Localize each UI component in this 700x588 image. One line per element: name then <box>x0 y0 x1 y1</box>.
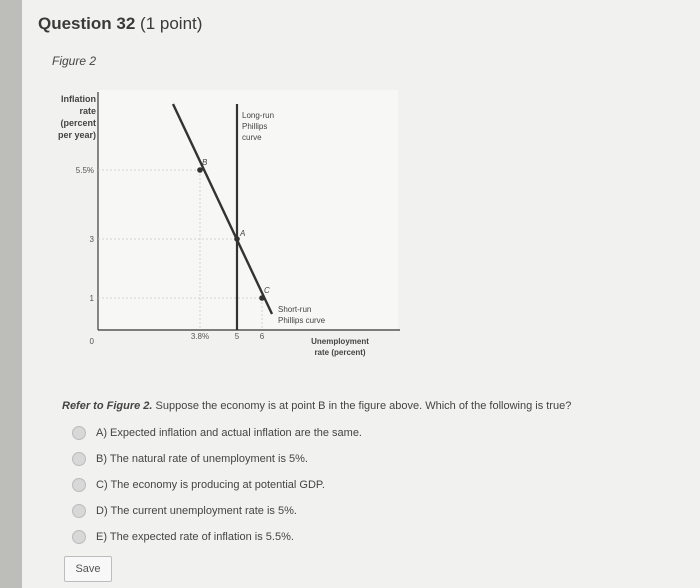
point-b-label: B <box>202 158 208 167</box>
xtick-6: 6 <box>259 332 265 341</box>
ylabel-line-3: (percent <box>60 118 96 128</box>
answer-options <box>72 420 362 550</box>
xlabel-line-2: rate (percent) <box>314 348 366 357</box>
ytick-5-5: 5.5% <box>75 166 94 175</box>
sr-label-line-2: Phillips curve <box>278 316 326 325</box>
option-a-label: A) Expected inflation and actual inflation are the same. <box>96 427 362 439</box>
prompt-lead: Refer to Figure 2. <box>62 400 153 412</box>
lr-label-line-1: Long-run <box>242 111 275 120</box>
point-c-label: C <box>264 286 270 295</box>
radio-button-d[interactable] <box>72 504 86 518</box>
option-b-label: B) The natural rate of unemployment is 5%. <box>96 453 308 465</box>
option-a[interactable] <box>72 420 362 446</box>
question-title <box>38 14 202 34</box>
figure-2 <box>40 82 420 387</box>
left-sidebar <box>0 0 22 588</box>
radio-button-a[interactable] <box>72 426 86 440</box>
save-button[interactable]: Save <box>64 556 112 582</box>
option-b[interactable] <box>72 446 362 472</box>
question-prompt <box>62 400 571 412</box>
lr-label-line-2: Phillips <box>242 122 268 131</box>
option-d[interactable] <box>72 498 362 524</box>
point-b <box>197 167 203 173</box>
option-c[interactable] <box>72 472 362 498</box>
xtick-3-8: 3.8% <box>190 332 210 341</box>
ylabel-line-4: per year) <box>57 130 96 140</box>
phillips-curve-diagram <box>40 82 420 382</box>
lr-label-line-3: curve <box>242 133 262 142</box>
ytick-3: 3 <box>89 235 94 244</box>
option-e-label: E) The expected rate of inflation is 5.5%. <box>96 531 294 543</box>
sr-label-line-1: Short-run <box>278 305 312 314</box>
xlabel-line-1: Unemployment <box>311 337 369 346</box>
ylabel-line-2: rate <box>79 106 96 116</box>
prompt-text: Suppose the economy is at point B in the figure above. Which of the following is true? <box>152 400 572 412</box>
radio-button-c[interactable] <box>72 478 86 492</box>
question-points: (1 point) <box>140 14 203 33</box>
ytick-0: 0 <box>89 337 94 346</box>
radio-button-b[interactable] <box>72 452 86 466</box>
option-e[interactable] <box>72 524 362 550</box>
question-number: Question 32 <box>38 14 136 33</box>
point-a <box>234 236 240 242</box>
figure-label: Figure 2 <box>52 54 97 68</box>
option-d-label: D) The current unemployment rate is 5%. <box>96 505 297 517</box>
point-c <box>259 295 265 301</box>
ylabel-line-1: Inflation <box>61 94 96 104</box>
xtick-5: 5 <box>234 332 240 341</box>
ytick-1: 1 <box>89 294 94 303</box>
radio-button-e[interactable] <box>72 530 86 544</box>
point-a-label: A <box>240 229 246 238</box>
option-c-label: C) The economy is producing at potential GDP. <box>96 479 325 491</box>
